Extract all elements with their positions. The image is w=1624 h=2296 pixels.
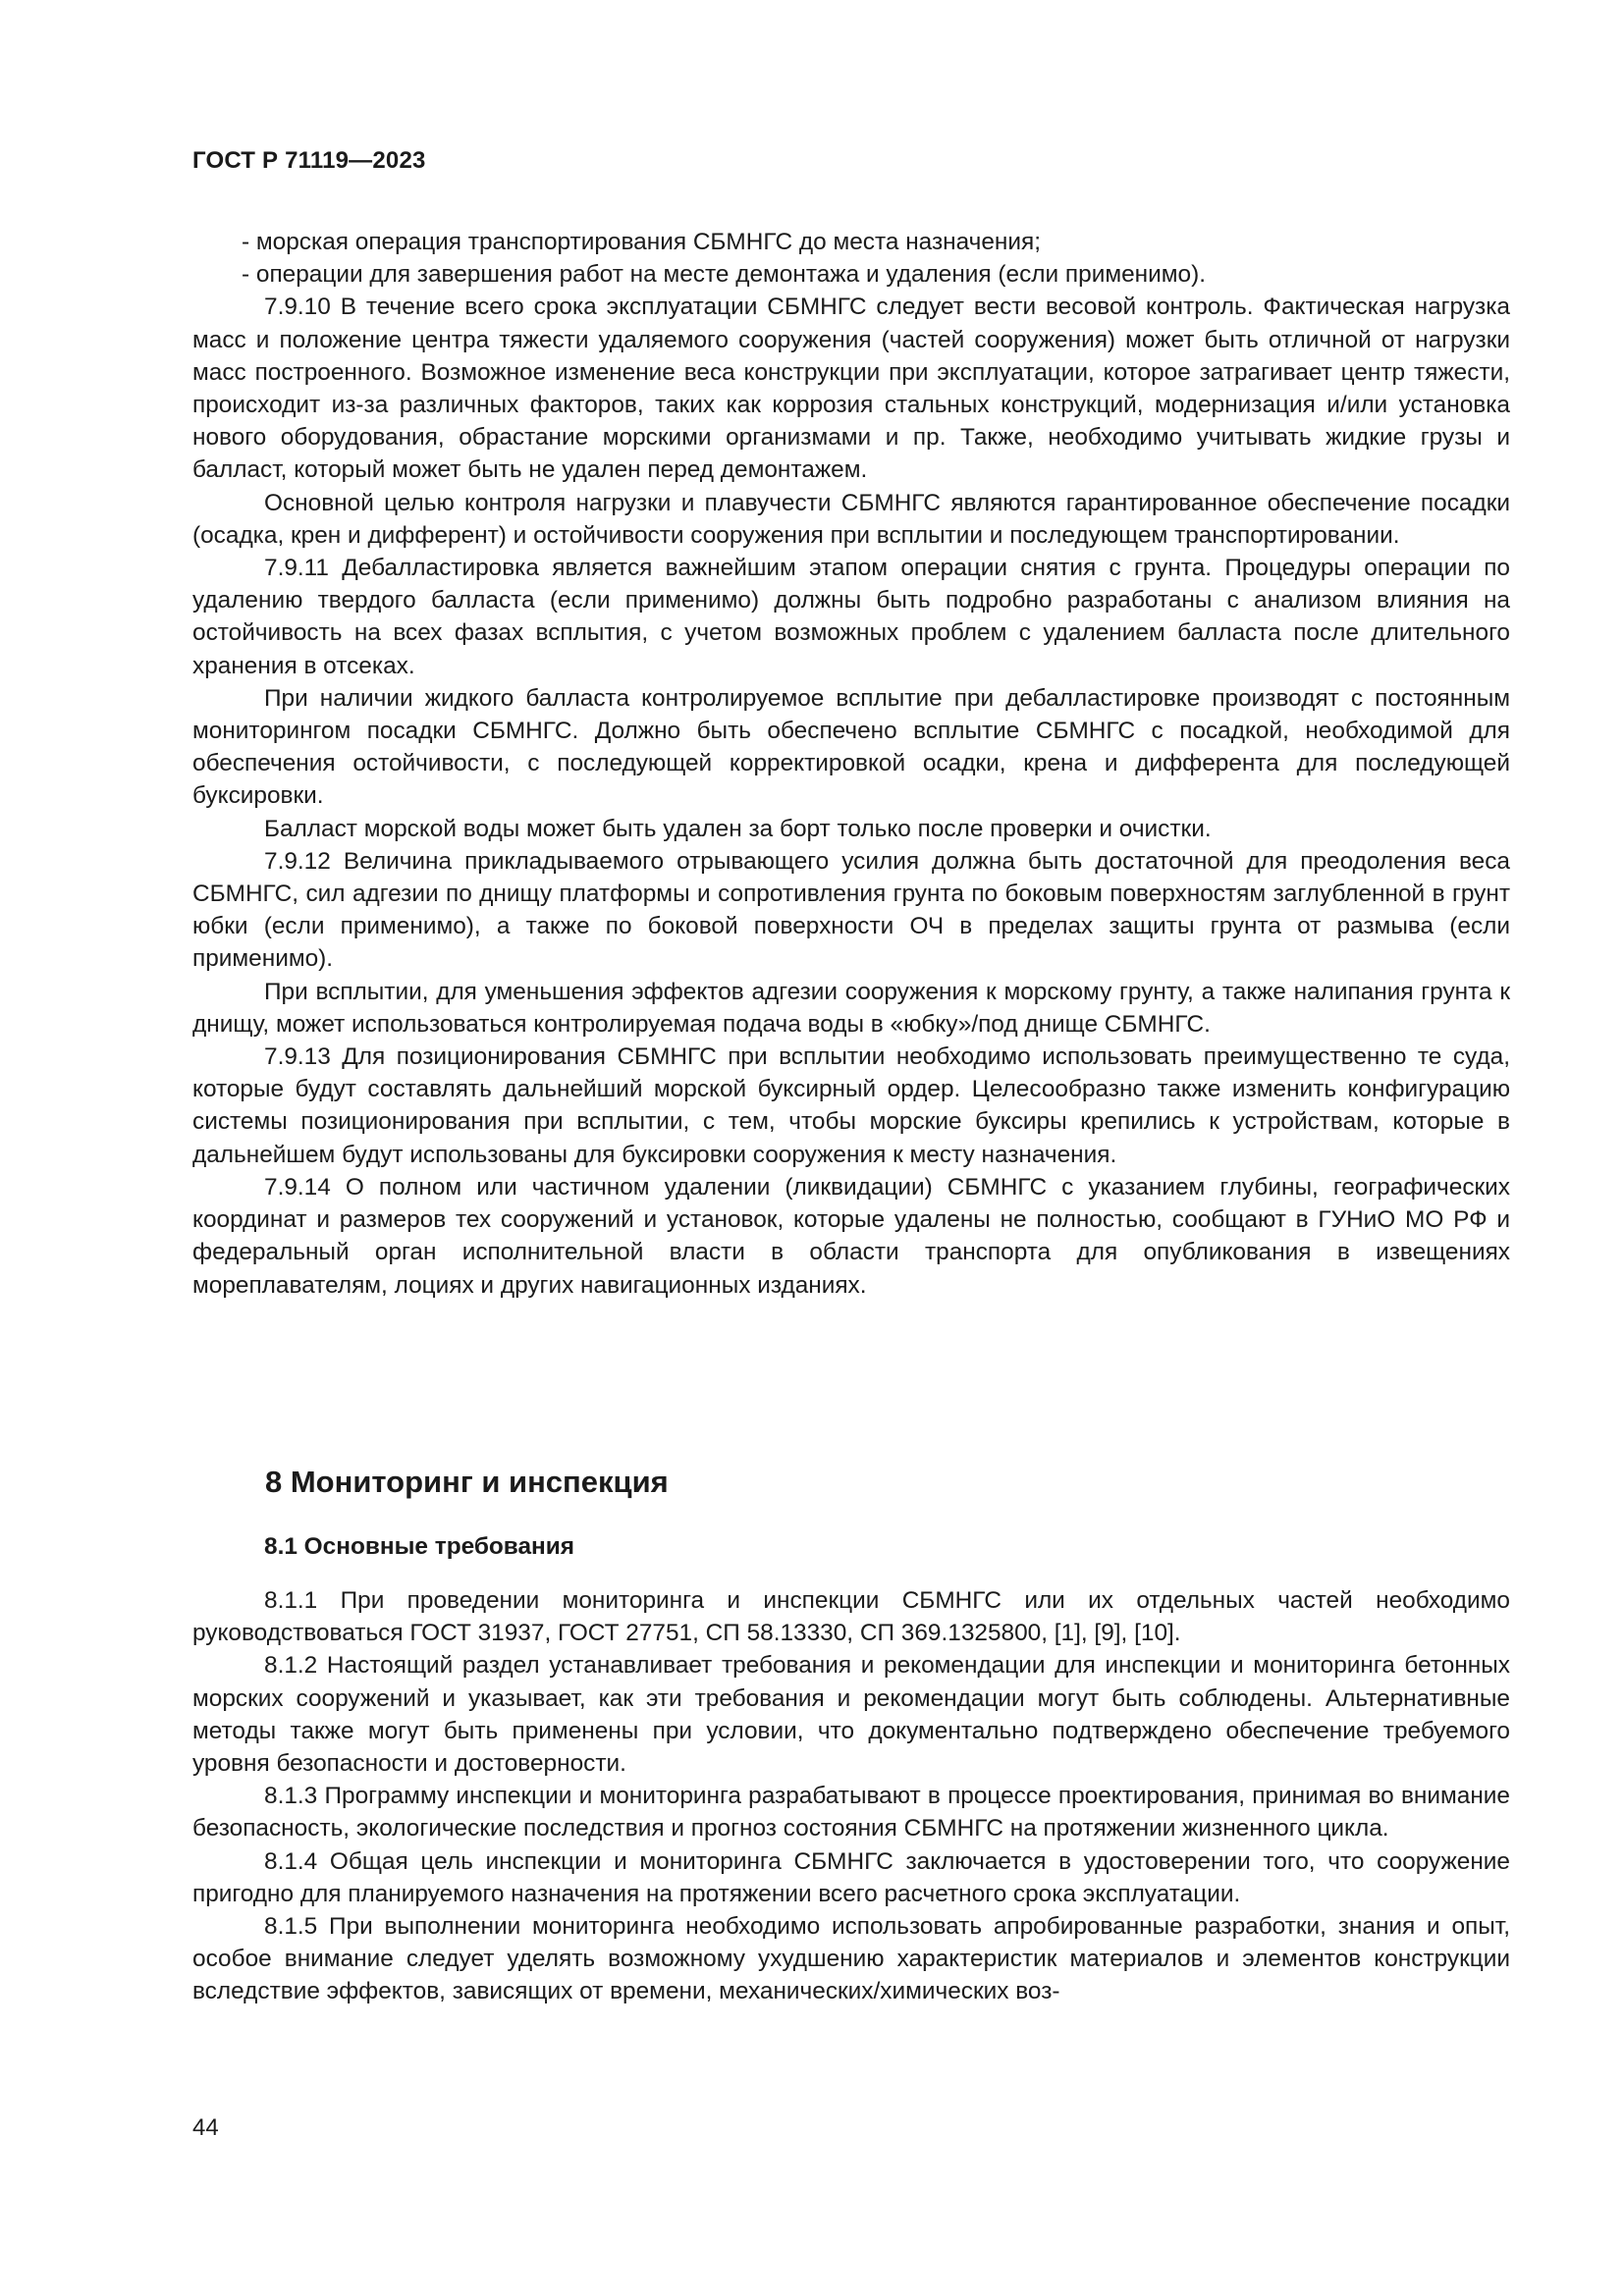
paragraph-8-1-5: 8.1.5 При выполнении мониторинга необходимо использовать апробированные разработки, знания и опыт, особое внимание следует уделять возможному ухудшению характеристик материалов и элементов конструкции вследствие эффектов, зависящих от времени, механических/химических воз- [192,1913,1510,2005]
section-7-continued-text [192,226,1510,1302]
paragraph-8-1-3: 8.1.3 Программу инспекции и мониторинга разрабатывают в процессе проектирования, принимая во внимание безопасность, экологические последствия и прогноз состояния СБМНГС на протяжении жизненного цикла. [192,1783,1510,1842]
paragraph-8-1-1: 8.1.1 При проведении мониторинга и инспекции СБМНГС или их отдельных частей необходимо руководствоваться ГОСТ 31937, ГОСТ 27751, СП 58.13330, СП 369.1325800, [1], [9], [10]. [192,1587,1510,1647]
paragraph-8-1-4: 8.1.4 Общая цель инспекции и мониторинга СБМНГС заключается в удостоверении того, что сооружение пригодно для планируемого назначения на протяжении всего расчетного срока эксплуатации. [192,1847,1510,1907]
list-item-dash: - операции для завершения работ на месте демонтажа и удаления (если применимо). [242,261,1206,289]
paragraph-8-1-2: 8.1.2 Настоящий раздел устанавливает требования и рекомендации для инспекции и мониторинга бетонных морских сооружений и указывает, как эти требования и рекомендации могут быть соблюдены. Альтернативные методы также могут быть применены при условии, что документально подтверждено обеспечение требуемого уровня безопасности и достоверности. [192,1652,1510,1778]
paragraph-7-9-14: 7.9.14 О полном или частичном удалении (ликвидации) СБМНГС с указанием глубины, географических координат и размеров тех сооружений и установок, которые удалены не полностью, сообщают в ГУНиО МО РФ и федеральный орган исполнительной власти в области транспорта для опубликования в извещениях мореплавателям, лоциях и других навигационных изданиях. [192,1173,1510,1299]
page-number: 44 [192,2114,219,2141]
section-8-title: 8 Мониторинг и инспекция [265,1465,669,1499]
paragraph-7-9-11: 7.9.11 Дебалластировка является важнейшим этапом операции снятия с грунта. Процедуры операции по удалению твердого балласта (если применимо) должны быть подробно разработаны с анализом влияния на остойчивость на всех фазах всплытия, с учетом возможных проблем с удалением балласта после длительного хранения в отсеках. [192,555,1510,679]
paragraph: При всплытии, для уменьшения эффектов адгезии сооружения к морскому грунту, а также налипания грунта к днищу, может использоваться контролируемая подача воды в «юбку»/под днище СБМНГС. [192,978,1510,1038]
paragraph-7-9-10: 7.9.10 В течение всего срока эксплуатации СБМНГС следует вести весовой контроль. Фактическая нагрузка масс и положение центра тяжести удаляемого сооружения (частей сооружения) может быть отличной от нагрузки масс построенного. Возможное изменение веса конструкции при эксплуатации, которое затрагивает центр тяжести, происходит из-за различных факторов, таких как коррозия стальных конструкций, модернизация и/или установка нового оборудования, обрастание морскими организмами и пр. Также, необходимо учитывать жидкие грузы и балласт, который может быть не удален перед демонтажем. [192,294,1510,484]
document-code-header: ГОСТ Р 71119—2023 [192,147,426,174]
paragraph: При наличии жидкого балласта контролируемое всплытие при дебалластировке производят с постоянным мониторингом посадки СБМНГС. Должно быть обеспечено всплытие СБМНГС с посадкой, необходимой для обеспечения остойчивости, с последующей корректировкой осадки, крена и дифферента для последующей буксировки. [192,684,1510,810]
paragraph: Основной целью контроля нагрузки и плавучести СБМНГС являются гарантированное обеспечение посадки (осадка, крен и дифферент) и остойчивости сооружения при всплытии и последующем транспортировании. [192,489,1510,549]
paragraph-7-9-12: 7.9.12 Величина прикладываемого отрывающего усилия должна быть достаточной для преодоления веса СБМНГС, сил адгезии по днищу платформы и сопротивления грунта по боковым поверхностям заглубленной в грунт юбки (если применимо), а также по боковой поверхности ОЧ в пределах защиты грунта от размыва (если применимо). [192,847,1510,973]
paragraph-7-9-13: 7.9.13 Для позиционирования СБМНГС при всплытии необходимо использовать преимущественно те суда, которые будут составлять дальнейший морской буксирный ордер. Целесообразно также изменить конфигурацию системы позиционирования при всплытии, с тем, чтобы морские буксиры крепились к устройствам, которые в дальнейшем будут использованы для буксировки сооружения к месту назначения. [192,1043,1510,1168]
section-8-1-text [192,1584,1510,2008]
paragraph: Балласт морской воды может быть удален за борт только после проверки и очистки. [264,815,1212,842]
subsection-8-1-title: 8.1 Основные требования [264,1533,574,1560]
list-item-dash: - морская операция транспортирования СБМНГС до места назначения; [242,229,1042,255]
